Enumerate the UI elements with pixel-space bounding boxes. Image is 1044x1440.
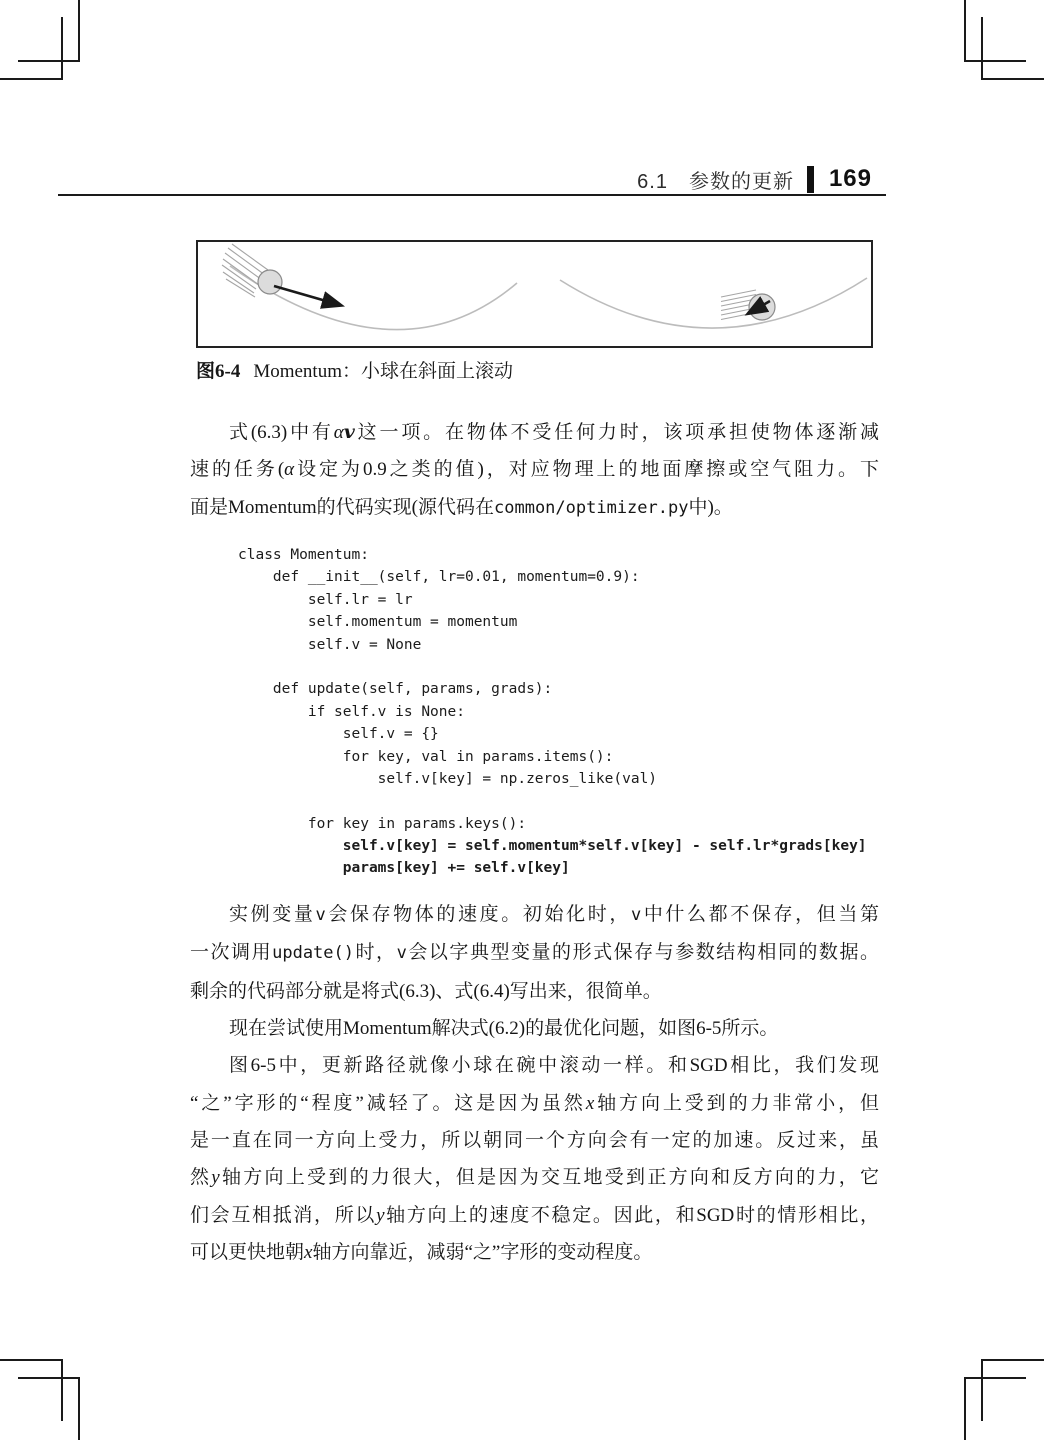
paragraph-block-1 xyxy=(190,414,879,527)
text-line: 们会互相抵消，所以y轴方向上的速度不稳定。因此，和SGD时的情形相比， xyxy=(190,1204,879,1226)
text-line: 现在尝试使用Momentum解决式(6.2)的最优化问题，如图6-5所示。 xyxy=(229,1017,779,1039)
crop-mark xyxy=(964,1377,1026,1379)
figure-caption xyxy=(196,356,836,383)
code-line: self.v[key] = np.zeros_like(val) xyxy=(238,770,658,787)
code-line: self.momentum = momentum xyxy=(238,614,518,631)
code-line: class Momentum: xyxy=(238,547,369,563)
page-number: 169 xyxy=(828,165,872,192)
crop-mark xyxy=(61,1359,63,1421)
text-line: “之”字形的“程度”减轻了。这是因为虽然x轴方向上受到的力非常小，但 xyxy=(190,1092,879,1114)
momentum-code-block xyxy=(238,544,938,880)
crop-mark xyxy=(981,1359,1044,1361)
header-divider-bar xyxy=(807,166,814,193)
text-line: 是一直在同一方向上受力，所以朝同一个方向会有一定的加速。反过来，虽 xyxy=(190,1129,879,1151)
page-header xyxy=(637,163,872,195)
text-line: 式(6.3)中有αv这一项。在物体不受任何力时，该项承担使物体逐渐减 xyxy=(229,421,879,443)
momentum-illustration xyxy=(198,242,871,346)
header-rule xyxy=(58,194,886,196)
code-line: self.v[key] = self.momentum*self.v[key] - self.lr*grads[key] xyxy=(238,838,867,855)
text-line: 面是Momentum的代码实现(源代码在common/optimizer.py中)。 xyxy=(190,496,733,518)
section-heading: 6.1 参数的更新 xyxy=(637,170,794,193)
crop-mark xyxy=(981,1359,983,1421)
crop-mark xyxy=(18,1377,80,1379)
code-line: if self.v is None: xyxy=(238,703,465,720)
figure-momentum-box xyxy=(196,240,873,348)
code-line: for key, val in params.items(): xyxy=(238,748,614,765)
text-line: 可以更快地朝x轴方向靠近，减弱“之”字形的变动程度。 xyxy=(190,1241,653,1263)
code-line: for key in params.keys(): xyxy=(238,815,527,832)
right-slope-curve xyxy=(560,278,867,328)
crop-mark xyxy=(78,0,80,62)
crop-mark xyxy=(18,60,80,62)
code-line: def __init__(self, lr=0.01, momentum=0.9): xyxy=(238,569,640,586)
left-velocity-arrow xyxy=(274,286,340,305)
crop-mark xyxy=(0,1359,63,1361)
text-line: 图6-5中，更新路径就像小球在碗中滚动一样。和SGD相比，我们发现 xyxy=(229,1055,879,1077)
left-ball xyxy=(258,270,282,294)
crop-mark xyxy=(964,60,1026,62)
figure-caption-text: Momentum：小球在斜面上滚动 xyxy=(253,361,513,382)
text-line: 速的任务(α设定为0.9之类的值)，对应物理上的地面摩擦或空气阻力。下 xyxy=(190,459,879,481)
figure-caption-label: 图6-4 xyxy=(196,361,241,382)
crop-mark xyxy=(78,1377,80,1440)
text-line: 一次调用update()时，v会以字典型变量的形式保存与参数结构相同的数据。 xyxy=(190,942,879,964)
crop-mark xyxy=(964,1377,966,1440)
text-line: 实例变量v会保存物体的速度。初始化时，v中什么都不保存，但当第 xyxy=(229,904,879,925)
text-line: 剩余的代码部分就是将式(6.3)、式(6.4)写出来，很简单。 xyxy=(190,980,662,1002)
code-line: self.lr = lr xyxy=(238,591,413,608)
crop-mark xyxy=(981,78,1044,80)
code-line xyxy=(238,656,938,678)
crop-mark xyxy=(0,78,63,80)
crop-mark xyxy=(981,17,983,80)
crop-mark xyxy=(61,17,63,80)
code-line: def update(self, params, grads): xyxy=(238,681,553,698)
code-line: params[key] += self.v[key] xyxy=(238,860,570,877)
code-line: self.v = {} xyxy=(238,726,439,743)
code-line xyxy=(238,790,938,812)
text-line: 然y轴方向上受到的力很大，但是因为交互地受到正方向和反方向的力，它 xyxy=(190,1167,879,1189)
crop-mark xyxy=(964,0,966,62)
code-line: self.v = None xyxy=(238,636,422,653)
paragraph-block-2 xyxy=(190,896,879,1271)
